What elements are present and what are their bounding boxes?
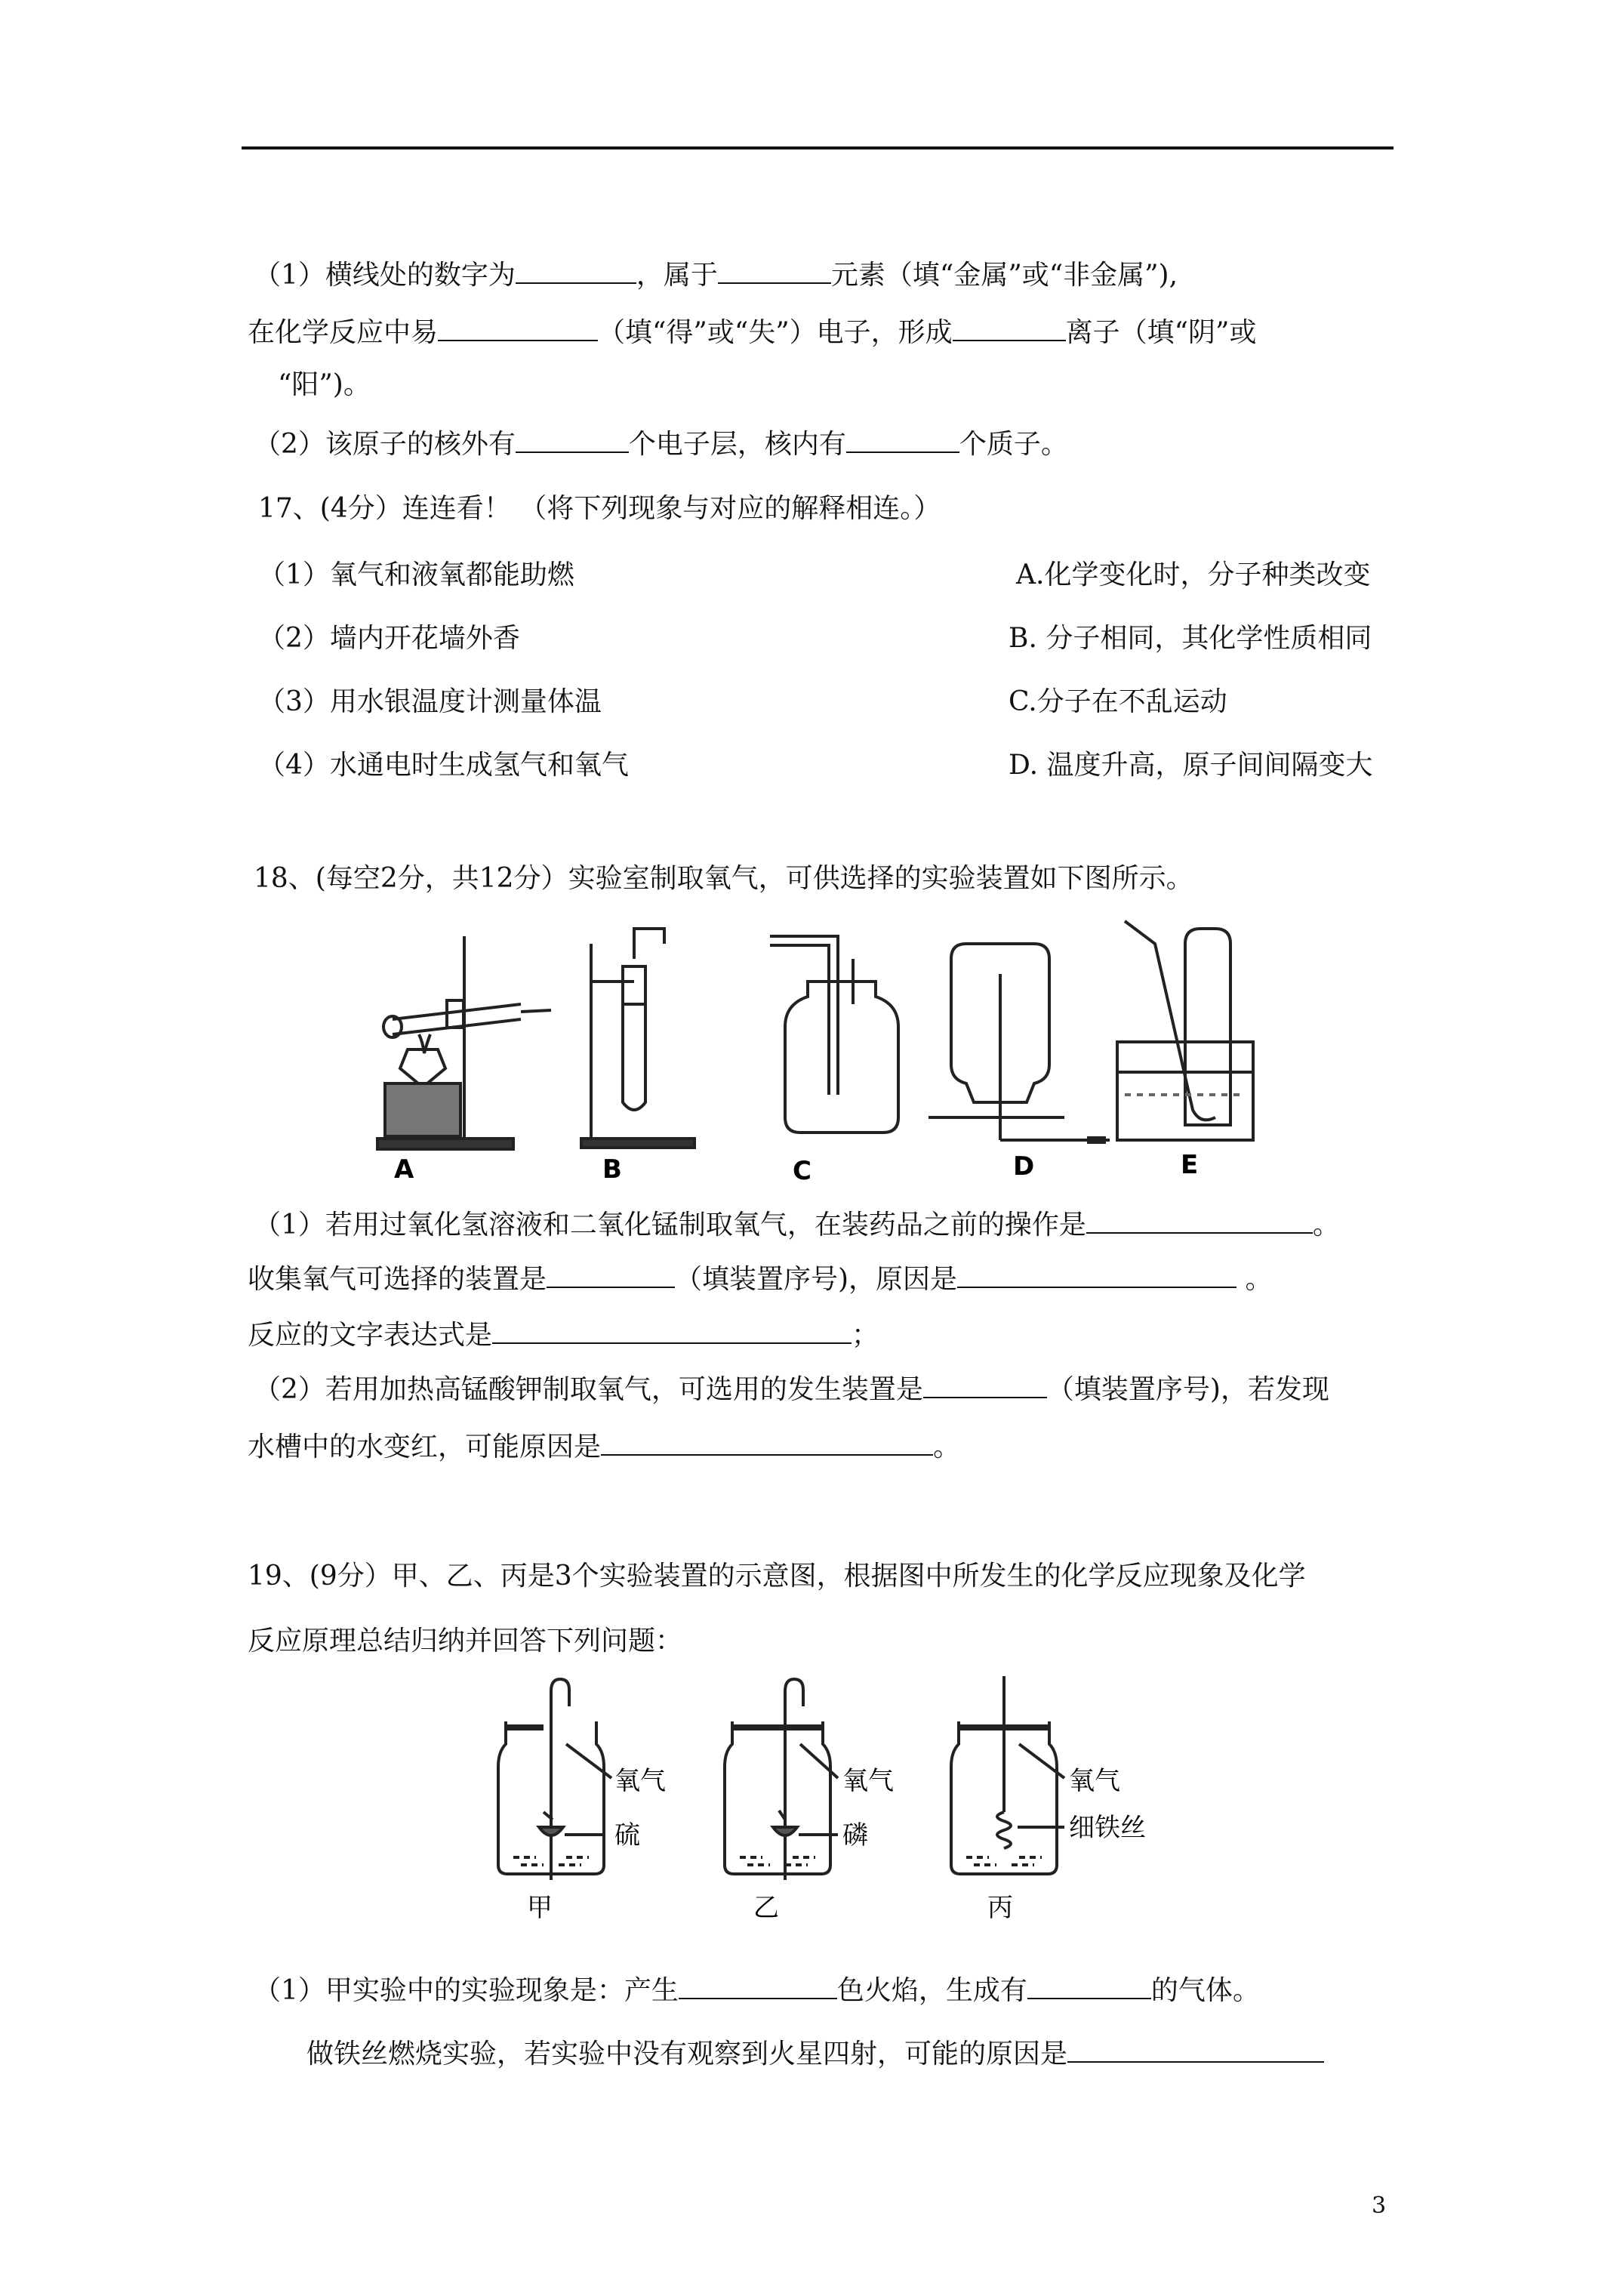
apparatus-a: [377, 936, 551, 1149]
q17-left-item[interactable]: （1）氧气和液氧都能助燃: [258, 559, 574, 590]
q18-line-3: [248, 1315, 879, 1354]
q18-text: （填装置序号)，原因是: [675, 1264, 958, 1295]
q18-text: 水槽中的水变红，可能原因是: [248, 1432, 602, 1462]
q19-combustion-figure: [483, 1676, 1178, 1933]
apparatus-label: C: [793, 1156, 812, 1186]
page-number: 3: [1372, 2193, 1387, 2219]
label-phosphorus: 磷: [842, 1820, 868, 1851]
q18-line-5: [248, 1427, 960, 1465]
answer-blank[interactable]: [679, 1971, 837, 1999]
apparatus-b: [581, 929, 694, 1148]
apparatus-label: D: [1013, 1151, 1035, 1182]
label-oxygen: 氧气: [842, 1766, 894, 1796]
q19-title-line-2: 反应原理总结归纳并回答下列问题：: [248, 1626, 683, 1657]
bottle-jia: [498, 1679, 611, 1880]
q16-text: （2）该原子的核外有: [254, 429, 516, 460]
q16-text: （填“得”或“失”）电子，形成: [598, 317, 953, 348]
answer-blank[interactable]: [1086, 1205, 1313, 1234]
answer-blank[interactable]: [516, 255, 636, 284]
q17-left-item[interactable]: （2）墙内开花墙外香: [258, 623, 520, 654]
q18-text: 收集氧气可选择的装置是: [248, 1264, 547, 1295]
q18-title: 18、(每空2分，共12分）实验室制取氧气，可供选择的实验装置如下图所示。: [254, 863, 1193, 894]
bottle-yi: [725, 1679, 838, 1880]
q16-text: 元素（填“金属”或“非金属”),: [830, 260, 1178, 291]
label-oxygen: 氧气: [1069, 1766, 1120, 1796]
answer-blank[interactable]: [953, 313, 1066, 341]
q18-text: （1）若用过氧化氢溶液和二氧化锰制取氧气，在装药品之前的操作是: [254, 1210, 1086, 1240]
q18-text: 。: [933, 1432, 961, 1462]
answer-blank[interactable]: [438, 313, 598, 341]
q19-title-line-1: 19、(9分）甲、乙、丙是3个实验装置的示意图，根据图中所发生的化学反应现象及化学: [248, 1561, 1306, 1592]
q19-line-2: [306, 2034, 1324, 2073]
header-rule: [242, 146, 1394, 149]
q18-text: ；: [852, 1320, 879, 1351]
q17-right-item[interactable]: D. 温度升高，原子间间隔变大: [1009, 750, 1373, 781]
bottle-label: 乙: [753, 1893, 779, 1923]
q16-text: ，属于: [636, 260, 718, 291]
label-sulfur: 硫: [614, 1820, 640, 1851]
answer-blank[interactable]: [492, 1315, 852, 1344]
q19-text: （1）甲实验中的实验现象是：产生: [254, 1975, 679, 2006]
q18-text: 。: [1312, 1210, 1340, 1240]
q17-right-item[interactable]: B. 分子相同，其化学性质相同: [1009, 623, 1372, 654]
q18-text: 。: [1245, 1264, 1273, 1295]
q17-right-item[interactable]: A.化学变化时，分子种类改变: [1016, 559, 1371, 590]
q18-apparatus-figure: [362, 914, 1397, 1193]
q16-text: 个质子。: [959, 429, 1068, 460]
apparatus-label: A: [394, 1154, 414, 1185]
q18-text: （填装置序号)，若发现: [1046, 1374, 1329, 1405]
apparatus-d: [929, 944, 1110, 1140]
bottle-label: 甲: [527, 1893, 553, 1923]
answer-blank[interactable]: [601, 1427, 933, 1456]
q19-text: 色火焰，生成有: [836, 1975, 1027, 2006]
answer-blank[interactable]: [516, 424, 629, 453]
answer-blank[interactable]: [923, 1370, 1047, 1398]
label-oxygen: 氧气: [614, 1766, 666, 1796]
q17-title: 17、(4分）连连看！ （将下列现象与对应的解释相连。）: [258, 493, 941, 524]
q16-text: 个电子层，核内有: [628, 429, 846, 460]
answer-blank[interactable]: [1027, 1971, 1151, 1999]
answer-blank[interactable]: [846, 424, 959, 453]
q16-text: （1）横线处的数字为: [254, 260, 516, 291]
q16-text: 离子（填“阴”或: [1065, 317, 1257, 348]
q16-text: 在化学反应中易: [248, 317, 439, 348]
q18-line-4: [254, 1370, 1329, 1408]
apparatus-label: E: [1181, 1150, 1199, 1180]
answer-blank[interactable]: [1067, 2034, 1324, 2063]
apparatus-label: B: [602, 1154, 622, 1185]
q16-line-3: “阳”)。: [278, 369, 371, 400]
label-iron-wire: 细铁丝: [1069, 1813, 1146, 1843]
q16-line-4: [254, 424, 1068, 463]
q16-line-2: [248, 313, 1256, 351]
apparatus-c: [770, 936, 898, 1133]
bottle-label: 丙: [987, 1893, 1013, 1923]
answer-blank[interactable]: [547, 1259, 675, 1288]
q19-line-1: [254, 1971, 1260, 2009]
q18-line-1: [254, 1205, 1340, 1244]
q18-text: 反应的文字表达式是: [248, 1320, 493, 1351]
q18-line-2: [248, 1259, 1273, 1298]
q19-text: 的气体。: [1150, 1975, 1260, 2006]
bottle-bing: [951, 1676, 1064, 1874]
q17-left-item[interactable]: （4）水通电时生成氢气和氧气: [258, 750, 629, 781]
q17-left-item[interactable]: （3）用水银温度计测量体温: [258, 686, 602, 717]
q16-line-1: [254, 255, 1178, 294]
answer-blank[interactable]: [957, 1259, 1236, 1288]
answer-blank[interactable]: [718, 255, 831, 284]
q18-text: （2）若用加热高锰酸钾制取氧气，可选用的发生装置是: [254, 1374, 923, 1405]
q19-text: 做铁丝燃烧实验，若实验中没有观察到火星四射，可能的原因是: [306, 2039, 1068, 2069]
apparatus-e: [1117, 921, 1253, 1140]
q17-right-item[interactable]: C.分子在不乱运动: [1009, 686, 1227, 717]
